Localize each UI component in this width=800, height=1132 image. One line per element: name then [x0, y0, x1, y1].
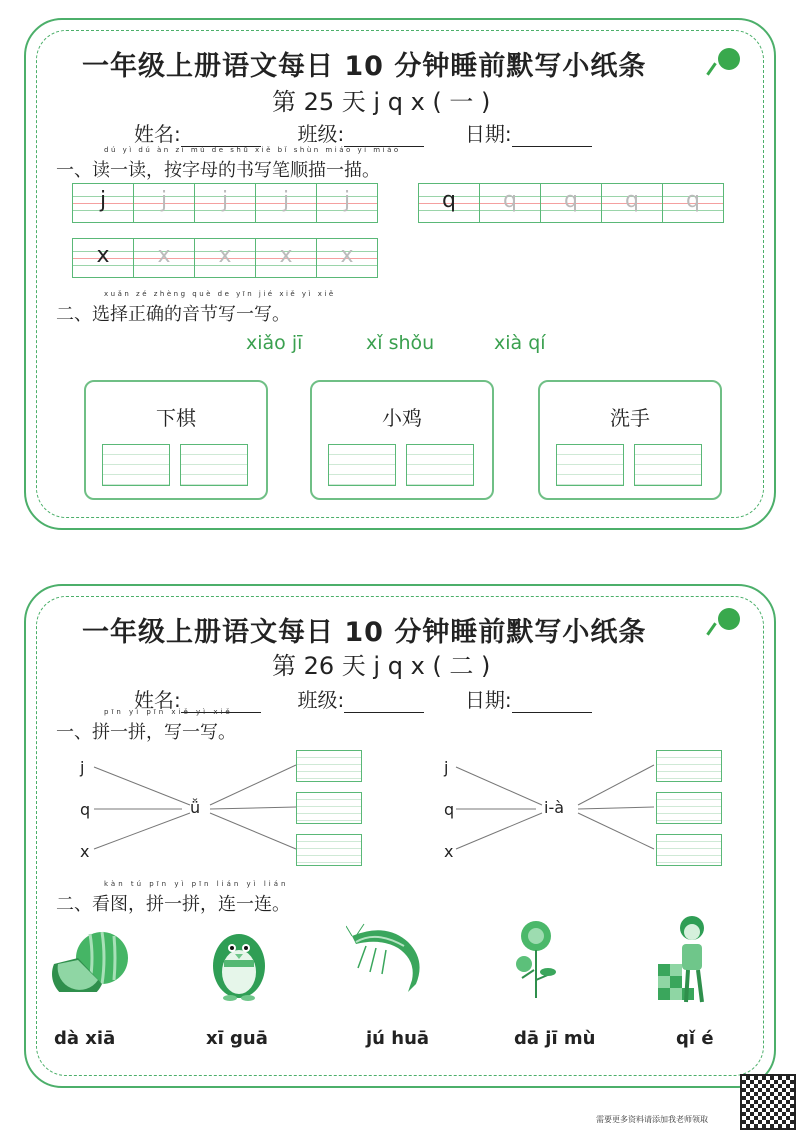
final-letter: i-à	[544, 798, 565, 817]
name-label: 姓名:	[134, 688, 181, 712]
class-field[interactable]	[344, 126, 424, 147]
tracing-row-q	[418, 183, 724, 223]
writing-box[interactable]	[102, 444, 170, 486]
pinyin-answer-label: dā jī mù	[514, 1028, 596, 1049]
pushpin-icon	[718, 48, 740, 70]
tracing-cell[interactable]: x	[317, 239, 377, 277]
date-label: 日期:	[464, 122, 512, 146]
pushpin-icon	[718, 608, 740, 630]
section-pinyin: dú yì dú àn zì mǔ de shū xiě bǐ shùn miáo yì miáo	[104, 146, 401, 154]
writing-box[interactable]	[556, 444, 624, 486]
pinyin-answer-label: jú huā	[366, 1028, 430, 1049]
tracing-cell[interactable]: x	[134, 239, 195, 277]
answer-box[interactable]	[656, 792, 722, 824]
tracing-row-j	[72, 183, 378, 223]
tracing-row-x	[72, 238, 378, 278]
name-field[interactable]	[181, 126, 261, 147]
final-letter: ǚ	[190, 798, 201, 817]
shrimp-icon	[346, 922, 436, 998]
section-pinyin: pīn yì pīn xiě yì xiě	[104, 708, 233, 716]
writing-box[interactable]	[634, 444, 702, 486]
word-label: 洗手	[610, 406, 650, 430]
tracing-cell[interactable]: q	[541, 184, 602, 222]
class-label: 班级:	[297, 122, 345, 146]
section-heading: 二、选择正确的音节写一写。	[56, 304, 290, 325]
pinyin-option: xià qí	[494, 332, 546, 354]
word-box	[310, 380, 494, 500]
initial-letter: j	[444, 758, 449, 777]
girl-with-blocks-icon	[654, 914, 718, 1006]
tracing-cell[interactable]: j	[256, 184, 317, 222]
tracing-cell[interactable]: q	[602, 184, 663, 222]
class-field[interactable]	[344, 692, 424, 713]
section-pinyin: xuǎn zé zhèng què de yīn jié xiě yì xiě	[104, 290, 336, 298]
word-box	[84, 380, 268, 500]
initial-letter: x	[80, 842, 90, 861]
initial-letter: j	[80, 758, 85, 777]
pinyin-option: xiǎo jī	[246, 332, 303, 354]
watermelon-icon	[50, 928, 130, 992]
answer-box[interactable]	[656, 834, 722, 866]
word-label: 小鸡	[382, 406, 422, 430]
tracing-cell[interactable]: j	[73, 184, 134, 222]
tracing-cell[interactable]: q	[419, 184, 480, 222]
penguin-icon	[206, 922, 272, 1002]
answer-box[interactable]	[296, 834, 362, 866]
day-subtitle: 第 26 天 j q x ( 二 )	[272, 652, 491, 680]
day-subtitle: 第 25 天 j q x ( 一 )	[272, 88, 491, 116]
section-heading: 一、读一读，按字母的书写笔顺描一描。	[56, 160, 380, 181]
name-label: 姓名:	[134, 122, 181, 146]
writing-box[interactable]	[180, 444, 248, 486]
date-label: 日期:	[464, 688, 512, 712]
section-pinyin: kàn tú pīn yì pīn lián yì lián	[104, 880, 289, 888]
tracing-cell[interactable]: j	[317, 184, 377, 222]
pinyin-answer-label: xī guā	[206, 1028, 268, 1049]
tracing-cell[interactable]: x	[195, 239, 256, 277]
tracing-cell[interactable]: q	[480, 184, 541, 222]
pinyin-answer-label: dà xiā	[54, 1028, 116, 1049]
initial-letter: x	[444, 842, 454, 861]
qr-code[interactable]	[740, 1074, 796, 1130]
word-label: 下棋	[156, 406, 196, 430]
pinyin-option: xǐ shǒu	[366, 332, 435, 354]
tracing-cell[interactable]: x	[73, 239, 134, 277]
student-info-row	[134, 118, 592, 147]
section-heading: 一、拼一拼，写一写。	[56, 722, 236, 743]
footer-note: 需要更多资料请添加我老师领取	[596, 1115, 708, 1124]
writing-box[interactable]	[406, 444, 474, 486]
tracing-cell[interactable]: j	[195, 184, 256, 222]
chrysanthemum-icon	[510, 918, 564, 1000]
worksheet-title: 一年级上册语文每日 10 分钟睡前默写小纸条	[82, 617, 647, 648]
writing-box[interactable]	[328, 444, 396, 486]
date-field[interactable]	[512, 126, 592, 147]
date-field[interactable]	[512, 692, 592, 713]
word-box	[538, 380, 722, 500]
initial-letter: q	[444, 800, 455, 819]
class-label: 班级:	[297, 688, 345, 712]
tracing-cell[interactable]: j	[134, 184, 195, 222]
worksheet-title: 一年级上册语文每日 10 分钟睡前默写小纸条	[82, 51, 647, 82]
tracing-cell[interactable]: q	[663, 184, 723, 222]
tracing-cell[interactable]: x	[256, 239, 317, 277]
answer-box[interactable]	[656, 750, 722, 782]
section-heading: 二、看图，拼一拼，连一连。	[56, 894, 290, 915]
answer-box[interactable]	[296, 792, 362, 824]
answer-box[interactable]	[296, 750, 362, 782]
initial-letter: q	[80, 800, 91, 819]
pinyin-answer-label: qǐ é	[676, 1028, 714, 1049]
